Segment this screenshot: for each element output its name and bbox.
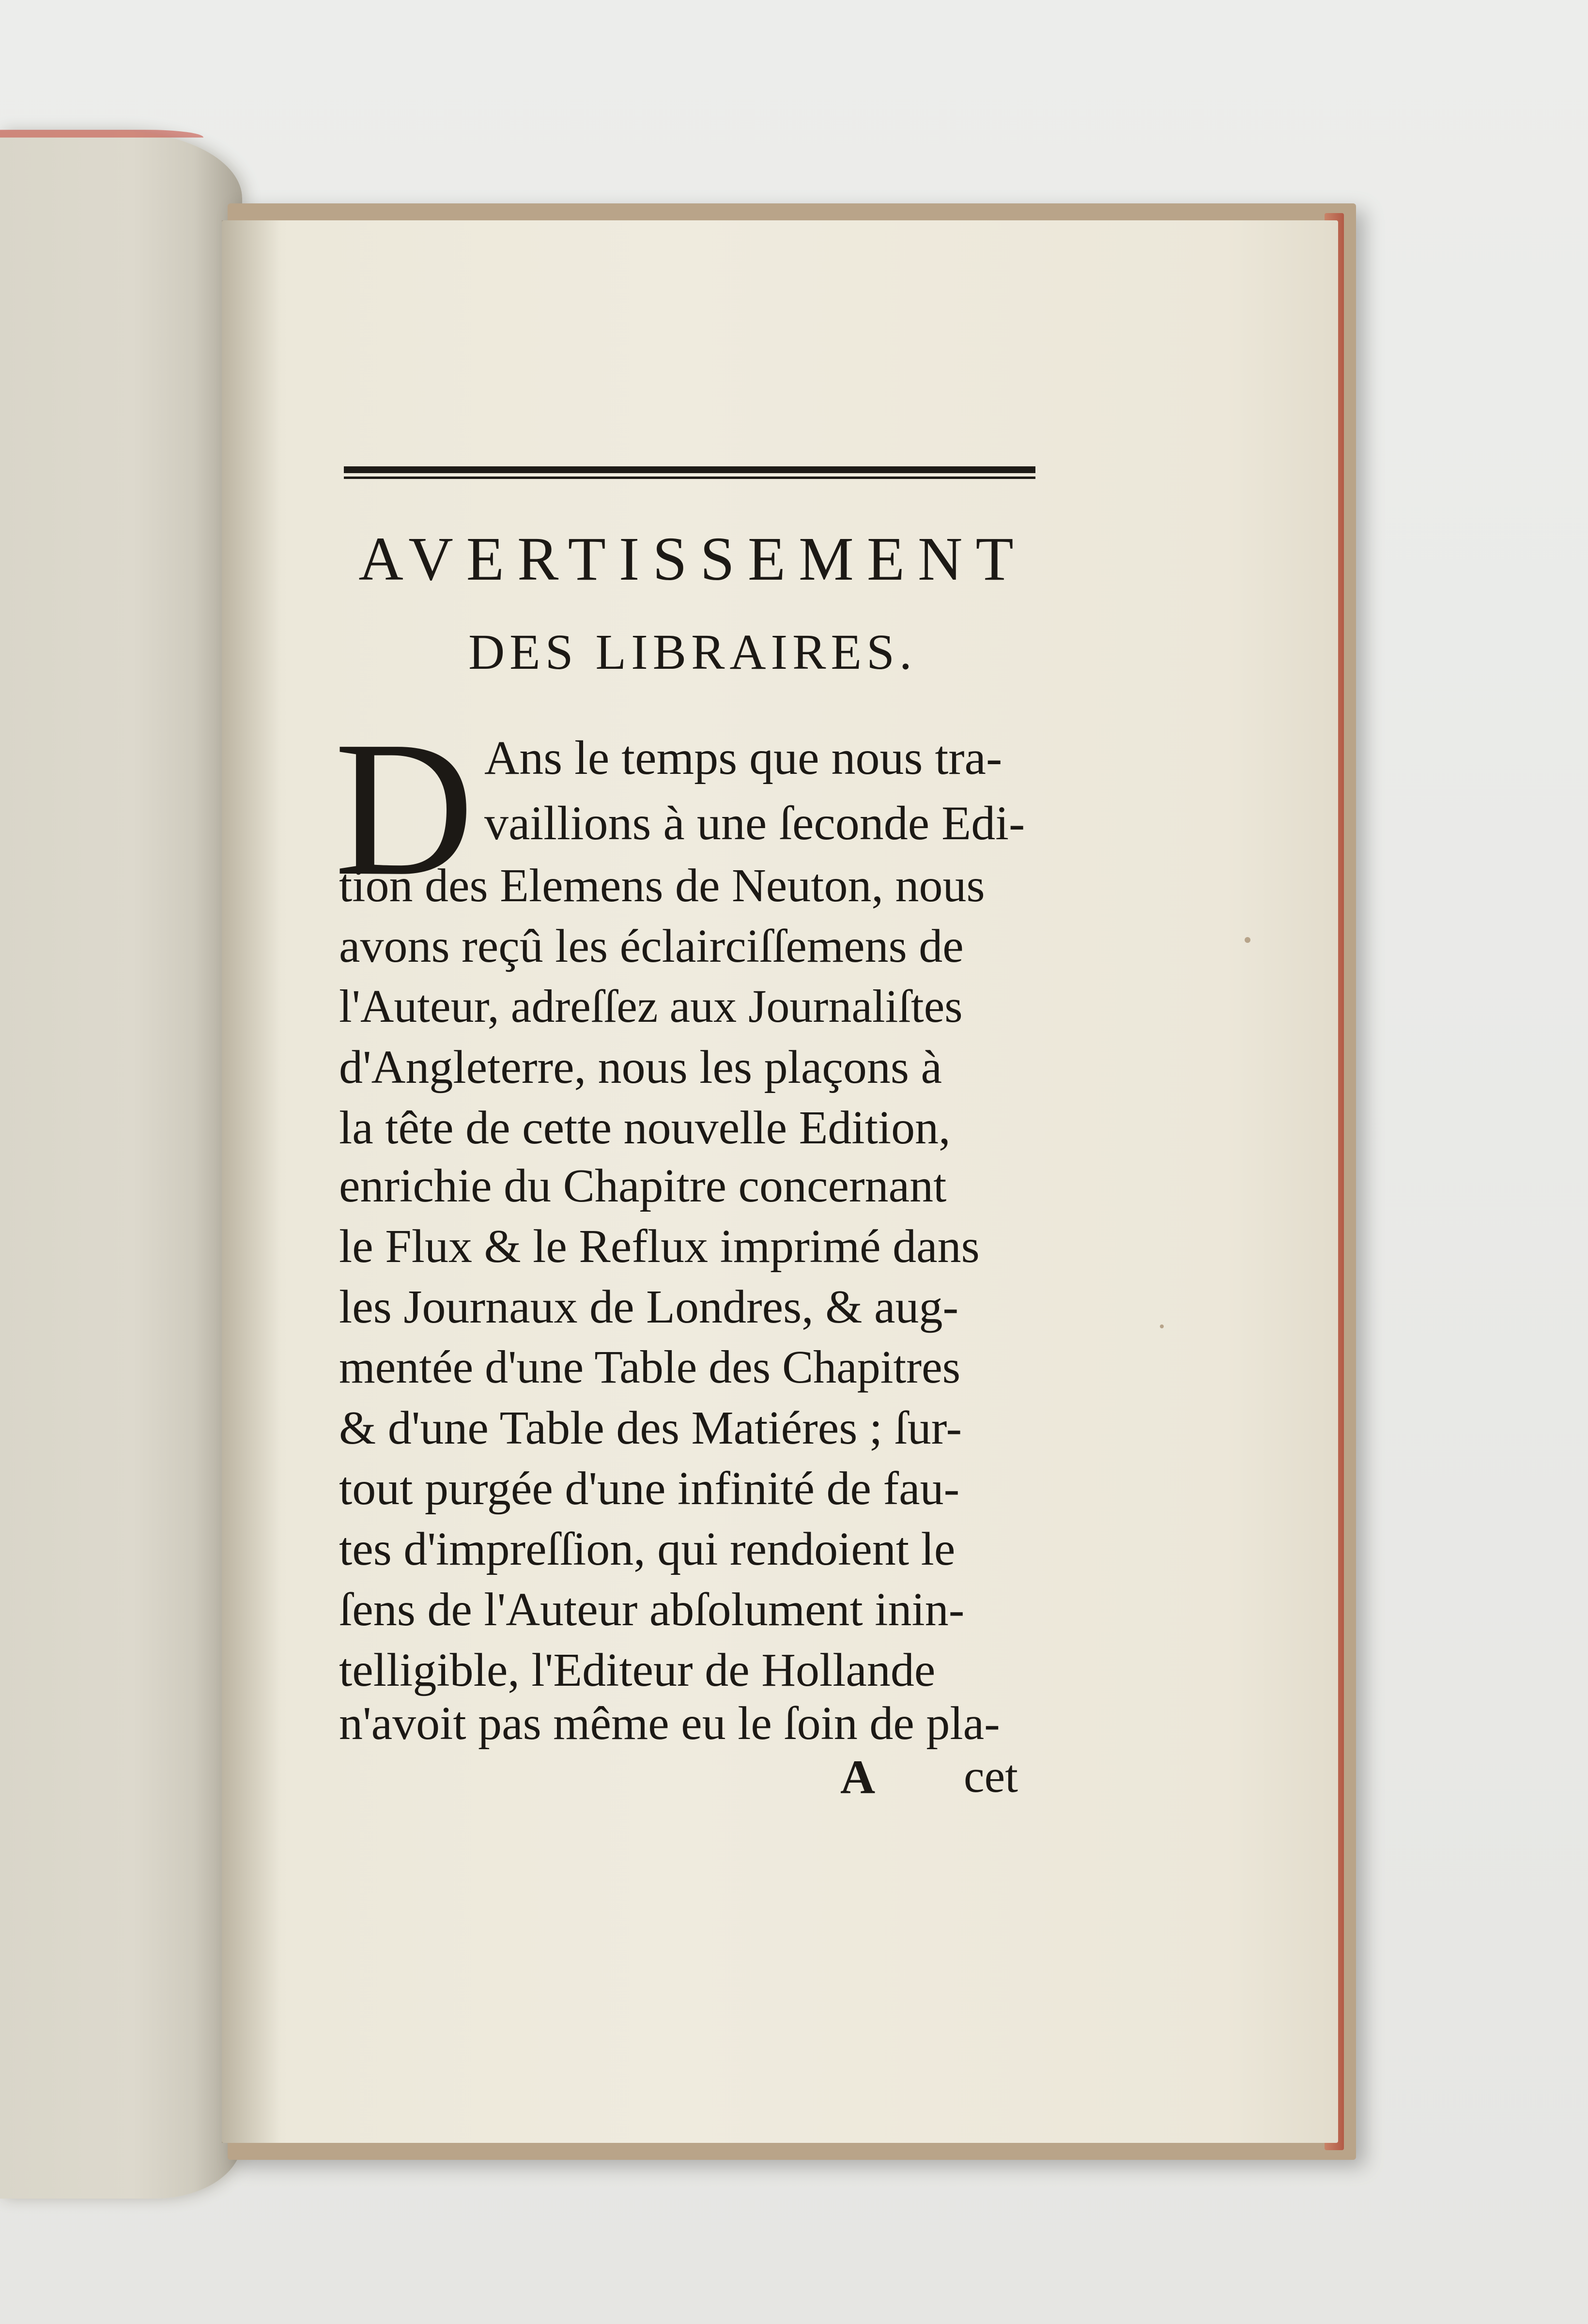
page-heading: AVERTISSEMENT: [358, 524, 1027, 593]
text-line: tion des Elemens de Neuton, nous: [339, 860, 985, 912]
text-line: l'Auteur, adreſſez aux Journaliſtes: [339, 980, 963, 1032]
drop-cap: D: [334, 701, 474, 916]
text-line: enrichie du Chapitre concernant: [339, 1160, 947, 1212]
paper-speck: [1160, 1324, 1164, 1328]
text-line: vaillions à une ſeconde Edi-: [484, 796, 1025, 850]
text-line: le Flux & le Reflux imprimé dans: [339, 1220, 980, 1273]
text-line: n'avoit pas même eu le ſoin de pla-: [339, 1697, 1000, 1750]
text-line: avons reçû les éclairciſſemens de: [339, 920, 964, 972]
paper-speck: [1245, 937, 1250, 943]
text-line: d'Angleterre, nous les plaçons à: [339, 1041, 942, 1093]
text-line: & d'une Table des Matiéres ; ſur-: [339, 1402, 962, 1454]
text-line: telligible, l'Editeur de Hollande: [339, 1644, 936, 1696]
page-subheading: DES LIBRAIRES.: [468, 624, 917, 680]
text-line: les Journaux de Londres, & aug-: [339, 1281, 959, 1333]
catchword: cet: [964, 1750, 1018, 1802]
signature-mark: A: [840, 1750, 876, 1804]
text-line: Ans le temps que nous tra-: [484, 731, 1002, 785]
text-line: mentée d'une Table des Chapitres: [339, 1341, 961, 1393]
text-line: la tête de cette nouvelle Edition,: [339, 1102, 951, 1154]
text-line: tes d'impreſſion, qui rendoient le: [339, 1523, 956, 1575]
text-line: ſens de l'Auteur abſolument inin-: [339, 1584, 965, 1636]
text-line: tout purgée d'une infinité de fau-: [339, 1462, 960, 1515]
